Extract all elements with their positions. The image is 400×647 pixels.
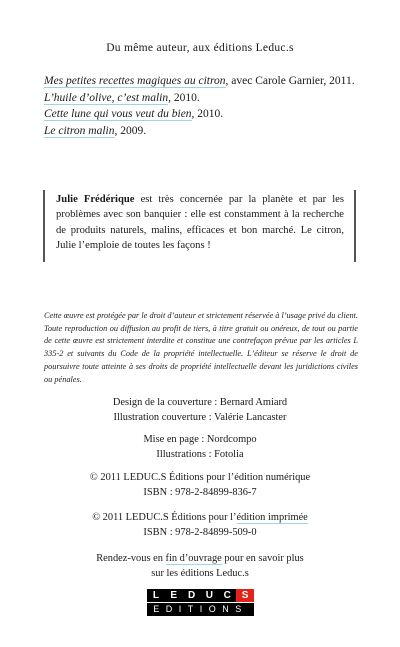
work-item bbox=[44, 106, 364, 123]
logo-letter: L bbox=[152, 590, 159, 601]
cover-credits bbox=[0, 396, 400, 425]
work-title-link[interactable]: Mes petites recettes magiques au citron bbox=[44, 75, 226, 87]
work-details: , 2009. bbox=[114, 124, 147, 137]
work-title-link[interactable]: Cette lune qui vous veut du bien bbox=[44, 108, 192, 120]
digital-edition-copyright: © 2011 LEDUC.S Éditions pour l’édition numérique bbox=[89, 472, 311, 483]
promo-line-2: sur les éditions Leduc.s bbox=[151, 567, 249, 579]
work-item bbox=[44, 73, 364, 90]
print-edition-link[interactable]: édition imprimée bbox=[236, 512, 308, 523]
promo-text bbox=[0, 552, 400, 581]
digital-edition-info bbox=[0, 471, 400, 500]
work-title-link[interactable]: Le citron malin bbox=[44, 124, 115, 137]
print-edition-info bbox=[0, 511, 400, 540]
work-item bbox=[44, 123, 364, 140]
leducs-editions-logo bbox=[147, 589, 254, 615]
logo-letter: U bbox=[205, 590, 214, 601]
other-works-list bbox=[44, 73, 364, 139]
layout-credits bbox=[0, 433, 400, 462]
logo-letter-accent: S bbox=[236, 589, 254, 602]
print-edition-prefix: © 2011 LEDUC.S Éditions pour l’ bbox=[92, 512, 237, 523]
illustrations-credit: Illustrations : Fotolia bbox=[156, 448, 244, 460]
print-isbn: ISBN : 978-2-84899-509-0 bbox=[143, 526, 257, 538]
promo-line-1 bbox=[0, 552, 400, 567]
copyright-notice: Cette œuvre est protégée par le droit d’auteur et strictement réservée à l’usage privé du client. Toute reproduction ou diffusion au profit de tiers, à titre gratuit ou onéreux, de tout ou partie de cette œuvre est strictement interdite et constitue une contrefaçon prévue par les articles L 335-2 et suivants du Code de la propriété intellectuelle. L’éditeur se réserve le droit de poursuivre toute atteinte à ses droits de propriété intellectuelle devant les juridictions civiles ou pénales. bbox=[44, 311, 358, 384]
work-title-link[interactable]: L’huile d’olive, c’est malin bbox=[44, 91, 169, 104]
work-details: , 2010. bbox=[191, 108, 224, 120]
promo-suffix: pour en savoir plus bbox=[221, 553, 304, 564]
print-edition-copyright bbox=[0, 511, 400, 526]
logo-letter: E bbox=[170, 590, 178, 601]
other-works-heading: Du même auteur, aux éditions Leduc.s bbox=[106, 42, 294, 54]
digital-isbn: ISBN : 978-2-84899-836-7 bbox=[143, 486, 257, 498]
logo-letters bbox=[147, 589, 254, 602]
layout-credit: Mise en page : Nordcompo bbox=[143, 434, 257, 445]
author-bio bbox=[43, 190, 356, 262]
promo-prefix: Rendez-vous en bbox=[96, 553, 166, 564]
author-name: Julie Frédérique bbox=[56, 194, 135, 205]
work-details: , 2010. bbox=[168, 91, 200, 104]
author-bio-text: est très concernée par la planète et par les problèmes avec son banquier : elle est constamment à la recherche de produits naturels, malins, efficaces et bon marché. Le citron, Julie l’emploie de toutes les façons ! bbox=[56, 194, 345, 252]
logo-editions-text: EDITIONS bbox=[147, 602, 254, 616]
cover-illustration-credit: Illustration couverture : Valérie Lancaster bbox=[113, 411, 287, 423]
end-of-book-link[interactable]: fin d’ouvrage bbox=[165, 553, 222, 564]
logo-letter: C bbox=[223, 590, 231, 601]
cover-design-credit: Design de la couverture : Bernard Amiard bbox=[112, 397, 288, 408]
logo-letter: D bbox=[187, 590, 196, 601]
work-details: , avec Carole Garnier, 2011. bbox=[225, 75, 355, 87]
work-item bbox=[44, 90, 364, 107]
